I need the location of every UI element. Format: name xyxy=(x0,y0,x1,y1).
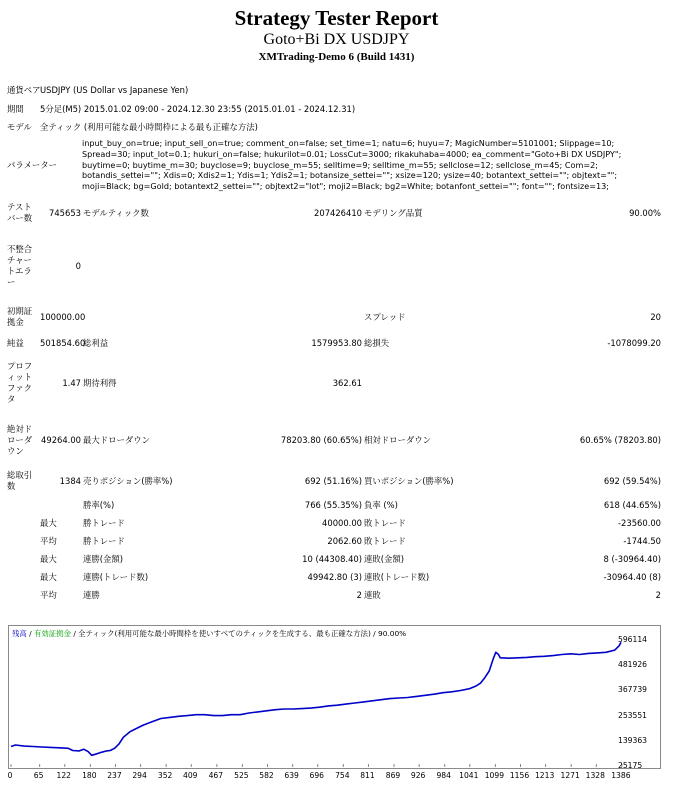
avg-consec-loss-value: 2 xyxy=(655,589,662,600)
row-consecutive xyxy=(6,550,662,568)
x-tick-label: 65 xyxy=(33,771,44,780)
y-tick-label: 596114 xyxy=(618,635,647,644)
mismatch-label: 不整合チャートエラー xyxy=(7,244,33,287)
absdd-label: 絶対ドローダウン xyxy=(7,423,33,456)
trades-value: 1384 xyxy=(59,475,81,486)
mismatch-value: 0 xyxy=(75,260,81,271)
x-tick-label: 180 xyxy=(82,771,97,780)
row-pf xyxy=(6,352,662,414)
x-tick-label: 1271 xyxy=(560,771,580,780)
win-label: 勝率(%) xyxy=(83,499,115,510)
deposit-label: 初期証拠金 xyxy=(7,306,33,327)
deposit-value: 100000.00 xyxy=(40,311,86,322)
x-tick-label: 1041 xyxy=(459,771,479,780)
bars-label: テストバー数 xyxy=(7,202,33,223)
row-average xyxy=(6,532,662,550)
x-tick-label: 0 xyxy=(7,771,13,780)
y-tick-label: 367739 xyxy=(618,685,647,695)
y-tick-label: 25175 xyxy=(618,761,643,770)
row-mismatch xyxy=(6,232,662,300)
ticks-value: 207426410 xyxy=(314,207,362,218)
model-value: 全ティック (利用可能な最小時間枠による最も正確な方法) xyxy=(40,121,258,132)
short-value: 692 (51.16%) xyxy=(304,475,362,486)
reldd-label: 相対ドローダウン xyxy=(364,434,431,445)
x-tick-label: 984 xyxy=(436,771,451,780)
grossloss-label: 総損失 xyxy=(364,337,390,348)
average-label: 平均 xyxy=(40,535,57,546)
y-tick-label: 139363 xyxy=(618,735,647,745)
pf-value: 1.47 xyxy=(62,377,81,388)
consec-lossamt-value: -30964.40 (8) xyxy=(603,571,662,582)
largest-label: 最大 xyxy=(40,517,57,528)
expected-label: 期待利得 xyxy=(83,377,117,388)
x-tick-label: 352 xyxy=(157,771,173,780)
avg-consec-label: 平均 xyxy=(40,589,57,600)
consec-loss-label: 連敗(金額) xyxy=(364,553,405,564)
netprofit-value: 501854.60 xyxy=(40,337,86,348)
avg-consec-loss-label: 連敗 xyxy=(364,589,381,600)
bars-value: 745653 xyxy=(49,207,81,218)
x-tick-label: 582 xyxy=(259,771,274,780)
x-tick-label: 639 xyxy=(284,771,299,780)
x-tick-label: 1386 xyxy=(611,771,631,780)
largest-win-value: 40000.00 xyxy=(322,517,362,528)
x-tick-label: 1156 xyxy=(509,771,530,780)
report-table xyxy=(6,80,662,604)
row-period xyxy=(6,100,662,118)
avg-consec-win-label: 連勝 xyxy=(83,589,100,600)
x-tick-label: 409 xyxy=(183,771,198,780)
short-label: 売りポジション(勝率%) xyxy=(83,475,173,486)
max-consec-label: 最大 xyxy=(40,553,57,564)
consec-loss-value: 8 (-30964.40) xyxy=(603,553,662,564)
ticks-label: モデルティック数 xyxy=(83,207,149,218)
legend-balance: 残高 xyxy=(12,629,27,638)
grossloss-value: -1078099.20 xyxy=(607,337,662,348)
x-tick-label: 696 xyxy=(309,771,324,780)
x-tick-label: 926 xyxy=(410,771,426,780)
report-subtitle: Goto+Bi DX USDJPY xyxy=(263,31,410,48)
period-value: 5分足(M5) 2015.01.02 09:00 - 2024.12.30 23:55 (2015.01.01 - 2024.12.31) xyxy=(40,103,356,114)
balance-chart-plot xyxy=(9,626,660,768)
maxdd-label: 最大ドローダウン xyxy=(83,434,150,445)
consec-profit-label: 連勝(トレード数) xyxy=(83,571,149,582)
params-value: input_buy_on=true; input_sell_on=true; comment_on=false; set_time=1; natu=6; huyu=7; MagicNumber=5101001; Slippage=10; Spread=30; input_lot=0.1; hukuri_on=false; hukurilot=0.01; LossCut=3000; rikakuhaba=4000; ea_comment="Goto+Bi DX USDJPY"; buytime=0; buytime_m=30; buyclose=9; buyclose_m=55; selltime=9; selltime_m=55; sellclose=12; sellclose_m=45; Com=2; botandis_settei=""; Xdis=0; Xdis2=1; Ydis=1; Ydis2=1; botansize_settei=""; xsize=120; ysize=40; botantext_settei=""; objtext=""; moji=Black; bg=Gold; botantext2_settei=""; objtext2="lot"; moji2=Black; bg2=White; botanfont_settei=""; font=""; fontsize=13; xyxy=(82,138,622,192)
average-win-value: 2062.60 xyxy=(327,535,362,546)
netprofit-label: 純益 xyxy=(7,337,24,348)
x-tick-label: 869 xyxy=(385,771,401,780)
report-build: XMTrading-Demo 6 (Build 1431) xyxy=(258,51,415,63)
avg-consec-win-value: 2 xyxy=(356,589,362,600)
maxdd-value: 78203.80 (60.65%) xyxy=(280,434,362,445)
average-loss-value: -1744.50 xyxy=(623,535,662,546)
report-title: Strategy Tester Report xyxy=(234,6,439,30)
x-tick-label: 1099 xyxy=(484,771,505,780)
consec-profit-value: 49942.80 (3) xyxy=(307,571,362,582)
legend-equity: 有効証拠金 xyxy=(34,629,71,638)
x-tick-label: 122 xyxy=(56,771,72,780)
absdd-value: 49264.00 xyxy=(41,434,81,445)
average-loss-label: 敗トレード xyxy=(364,535,406,546)
legend-separator: / xyxy=(26,629,34,638)
x-tick-label: 525 xyxy=(234,771,249,780)
long-value: 692 (59.54%) xyxy=(603,475,662,486)
x-tick-label: 811 xyxy=(360,771,375,780)
reldd-value: 60.65% (78203.80) xyxy=(579,434,662,445)
x-tick-label: 237 xyxy=(107,771,122,780)
row-deposit xyxy=(6,300,662,334)
spread-label: スプレッド xyxy=(364,311,406,322)
average-win-label: 勝トレード xyxy=(83,535,125,546)
largest-loss-value: -23560.00 xyxy=(618,517,662,528)
long-label: 買いポジション(勝率%) xyxy=(364,475,454,486)
period-label: 期間 xyxy=(7,103,24,114)
balance-line xyxy=(11,642,621,755)
largest-loss-label: 敗トレード xyxy=(364,517,406,528)
row-netprofit xyxy=(6,334,662,352)
win-value: 766 (55.35%) xyxy=(304,499,362,510)
legend-model: / 全ティック(利用可能な最小時間枠を使いすべてのティックを生成する、最も正確な方法) / 90.00% xyxy=(70,629,407,638)
grossprofit-label: 総利益 xyxy=(83,337,109,348)
pf-label: プロフィットファクタ xyxy=(7,361,33,404)
x-tick-label: 294 xyxy=(132,771,147,780)
row-model xyxy=(6,118,662,136)
consec-win-label: 連勝(金額) xyxy=(83,553,124,564)
row-params xyxy=(6,136,662,194)
x-tick-label: 1328 xyxy=(585,771,605,780)
chart-legend xyxy=(12,628,406,639)
balance-chart xyxy=(8,625,661,769)
row-largest xyxy=(6,514,662,532)
consec-lossamt-label: 連敗(トレード数) xyxy=(364,571,430,582)
x-tick-label: 754 xyxy=(335,771,350,780)
row-consecutive-profit xyxy=(6,568,662,586)
row-trades xyxy=(6,466,662,496)
symbol-value: USDJPY (US Dollar vs Japanese Yen) xyxy=(40,84,189,95)
symbol-label: 通貨ペア xyxy=(7,84,41,95)
trades-label: 総取引数 xyxy=(7,470,33,491)
max-consec-profit-label: 最大 xyxy=(40,571,57,582)
y-tick-label: 481926 xyxy=(618,660,647,670)
loss-value: 618 (44.65%) xyxy=(603,499,662,510)
x-tick-label: 467 xyxy=(208,771,224,780)
row-drawdown xyxy=(6,414,662,466)
grossprofit-value: 1579953.80 xyxy=(311,337,362,348)
quality-value: 90.00% xyxy=(629,207,662,218)
x-tick-label: 1213 xyxy=(534,771,555,780)
model-label: モデル xyxy=(7,121,32,132)
y-tick-label: 253551 xyxy=(618,710,647,720)
largest-win-label: 勝トレード xyxy=(83,517,125,528)
row-average-consecutive xyxy=(6,586,662,604)
quality-label: モデリング品質 xyxy=(364,207,423,218)
row-bars xyxy=(6,194,662,232)
row-symbol xyxy=(6,80,662,100)
row-winrate xyxy=(6,496,662,514)
expected-value: 362.61 xyxy=(332,377,362,388)
params-label: パラメーター xyxy=(7,159,57,170)
spread-value: 20 xyxy=(650,311,662,322)
consec-win-value: 10 (44308.40) xyxy=(302,553,362,564)
loss-label: 負率 (%) xyxy=(364,499,398,510)
